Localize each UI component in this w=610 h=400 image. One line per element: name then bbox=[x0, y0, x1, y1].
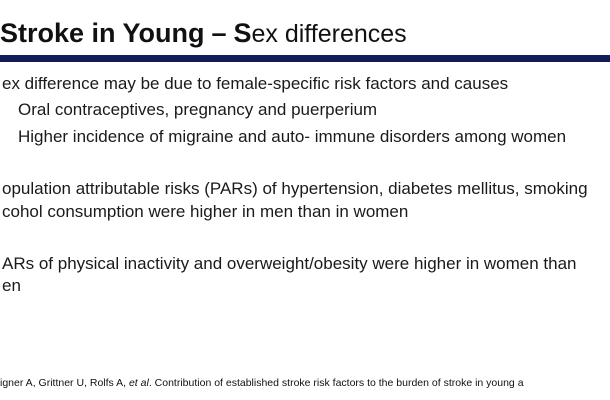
citation-title: . Contribution of established stroke risk factors to the burden of stroke in young a bbox=[148, 377, 524, 389]
sub-bullet-oral-contraceptives: Oral contraceptives, pregnancy and puerperium bbox=[18, 100, 378, 119]
citation-et-al: et al bbox=[128, 377, 149, 389]
title-initial: S bbox=[233, 18, 252, 48]
bullet-pars-line-2: cohol consumption were higher in men than in women bbox=[2, 202, 409, 221]
bullet-inactivity-line-2: en bbox=[2, 276, 21, 295]
sub-bullet-migraine: Higher incidence of migraine and auto- immune disorders among women bbox=[18, 127, 567, 146]
title-rule bbox=[0, 55, 610, 62]
bullet-inactivity-line-1: ARs of physical inactivity and overweight/obesity were higher in women than bbox=[2, 254, 577, 273]
bullet-pars-line-1: opulation attributable risks (PARs) of hypertension, diabetes mellitus, smoking bbox=[2, 179, 588, 198]
citation bbox=[0, 376, 524, 390]
citation-authors: igner A, Grittner U, Rolfs A, bbox=[0, 377, 129, 389]
title-main: Stroke in Young bbox=[0, 18, 205, 48]
bullet-sex-difference: ex difference may be due to female-specific risk factors and causes bbox=[2, 74, 509, 93]
title-dash: – bbox=[211, 18, 227, 48]
title-rest: ex differences bbox=[251, 20, 407, 48]
slide-title bbox=[0, 16, 407, 51]
